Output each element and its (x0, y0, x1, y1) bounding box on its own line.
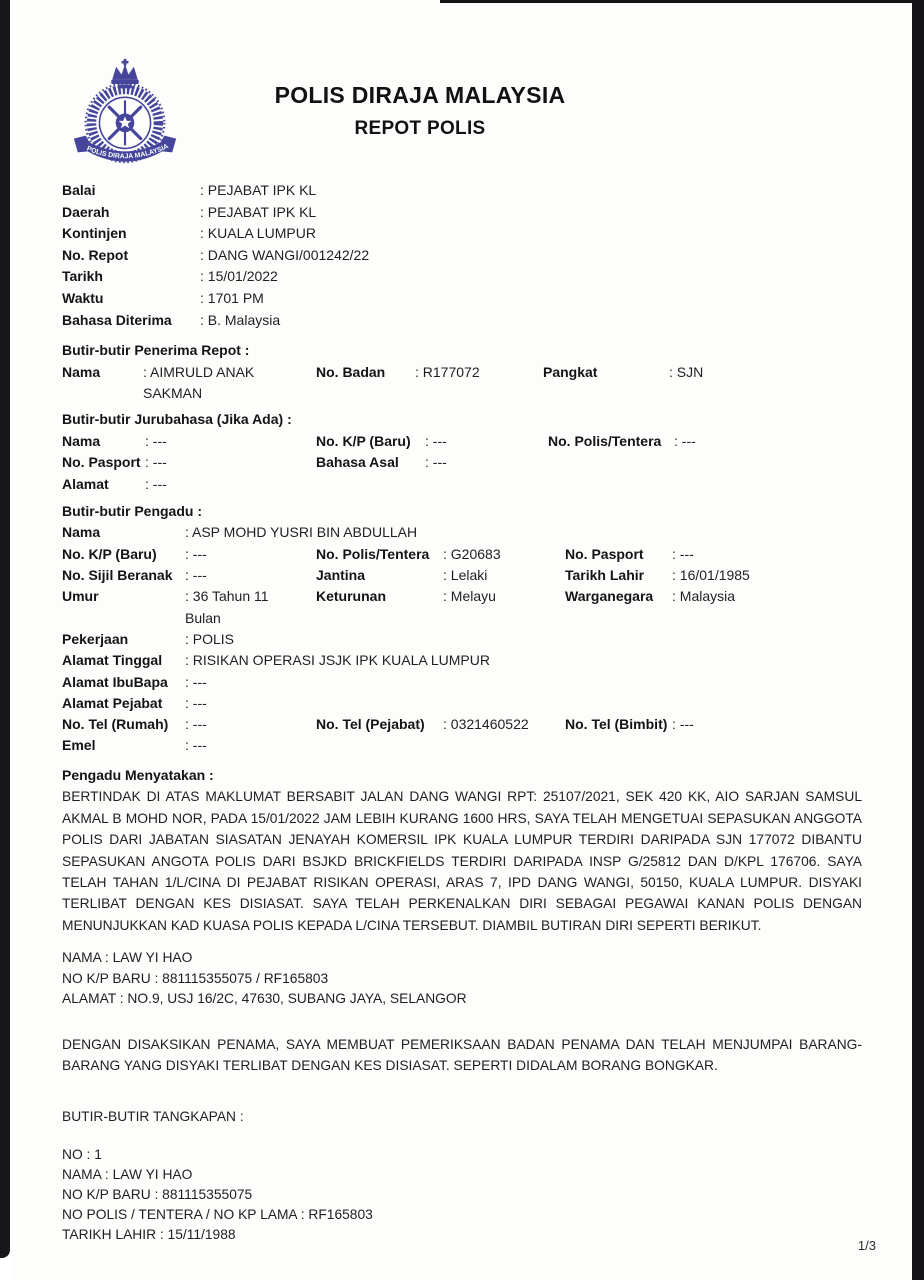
field-value: : --- (185, 673, 207, 690)
field-value: : --- (145, 454, 167, 471)
field-label: Daerah (62, 203, 110, 220)
field-label: Balai (62, 182, 96, 198)
scan-edge-right (912, 0, 924, 1280)
pengadu-row (62, 522, 862, 543)
pengadu-row (62, 650, 862, 671)
field-value: : POLIS (185, 630, 235, 647)
field-label: No. Tel (Bimbit) (565, 716, 668, 733)
field-value: : --- (425, 432, 447, 449)
field-label: Nama (62, 363, 101, 380)
field-label: Nama (62, 524, 101, 541)
field-label: Bahasa Asal (316, 454, 399, 471)
section-heading-penerima: Butir-butir Penerima Repot : (62, 342, 250, 359)
field-label: Bahasa Diterima (62, 311, 172, 328)
field-value: : RISIKAN OPERASI JSJK IPK KUALA LUMPUR (185, 652, 490, 669)
field-value: : 0321460522 (443, 716, 529, 733)
statement-line: ALAMAT : NO.9, USJ 16/2C, 47630, SUBANG JAYA, SELANGOR (62, 991, 467, 1007)
jurubahasa-row (62, 452, 862, 473)
field-value: : PEJABAT IPK KL (200, 182, 317, 198)
field-label: Kontinjen (62, 225, 127, 242)
section-heading-pengadu: Butir-butir Pengadu : (62, 502, 202, 519)
field-row-no-repot (62, 245, 862, 267)
statement-paragraph-1: BERTINDAK DI ATAS MAKLUMAT BERSABIT JALAN DANG WANGI RPT: 25107/2021, SEK 420 KK, AIO SARJAN SAMSUL AKMAL B MOHD NOR, PADA 15/01/2022 JAM LEBIH KURANG 1600 HRS, SAYA TELAH MENGETUAI SEPASUKAN ANGGOTA POLIS DARI JABATAN SIASATAN JENAYAH KOMERSIL IPK KUALA LUMPUR TERDIRI DARIPADA SJN 177072 DIBANTU SEPASUKAN ANGOTA POLIS DARI BSJKD BRICKFIELDS TERDIRI DARIPADA INSP G/25812 DAN D/KPL 176706. SAYA TELAH TAHAN 1/L/CINA DI PEJABAT RISIKAN OPERASI, ARAS 7, IPD DANG WANGI, 50150, KUALA LUMPUR. DISYAKI TERLIBAT DENGAN KES DISIASAT. SAYA TELAH PERKENALKAN DIRI SEBAGAI PEGAWAI KANAN POLIS DENGAN MENUNJUKKAN KAD KUASA POLIS KEPADA L/CINA TERSEBUT. DIAMBIL BUTIRAN DIRI SEPERTI BERIKUT. (62, 789, 862, 933)
pengadu-row (62, 714, 862, 735)
field-label: Emel (62, 737, 96, 754)
field-label: No. Polis/Tentera (548, 432, 662, 449)
field-value: : --- (185, 716, 207, 733)
crest-banner-text: POLIS DIRAJA MALAYSIA (85, 143, 170, 161)
field-label: Alamat Pejabat (62, 694, 163, 711)
field-value: : 16/01/1985 (672, 567, 750, 584)
field-value: : KUALA LUMPUR (200, 225, 316, 242)
field-value: : --- (185, 737, 207, 754)
field-value: : --- (672, 716, 694, 733)
pengadu-row (62, 586, 862, 629)
field-label: No. Sijil Beranak (62, 567, 173, 584)
field-label: Alamat IbuBapa (62, 673, 168, 690)
field-value: : ASP MOHD YUSRI BIN ABDULLAH (185, 524, 418, 541)
field-row-tarikh (62, 266, 862, 288)
tangkapan-heading: BUTIR-BUTIR TANGKAPAN : (62, 1108, 244, 1124)
page-title: POLIS DIRAJA MALAYSIA (274, 82, 566, 108)
field-row-waktu (62, 288, 862, 310)
field-value: : AIMRULD ANAK SAKMAN (143, 363, 255, 402)
tangkapan-details (62, 1145, 862, 1245)
pengadu-row (62, 672, 862, 693)
field-row-balai (62, 180, 862, 202)
field-row-daerah (62, 202, 862, 224)
field-label: No. Tel (Pejabat) (316, 716, 425, 733)
statement-line: TARIKH LAHIR : 15/11/1988 (62, 1226, 236, 1242)
statement-paragraph-2: DENGAN DISAKSIKAN PENAMA, SAYA MEMBUAT PEMERIKSAAN BADAN PENAMA DAN TELAH MENJUMPAI BARANG-BARANG YANG DISYAKI TERLIBAT DENGAN KES DISIASAT. SEPERTI DIDALAM BORANG BONGKAR. (62, 1036, 862, 1074)
field-value: : B. Malaysia (200, 311, 281, 328)
field-label: Alamat (62, 475, 109, 492)
field-label: Keturunan (316, 588, 386, 605)
field-value: : --- (425, 454, 447, 471)
pengadu-row (62, 735, 862, 756)
statement-line: NO : 1 (62, 1146, 102, 1162)
field-label: No. Pasport (62, 454, 141, 471)
field-value: : SJN (669, 363, 704, 380)
field-label: Warganegara (565, 588, 654, 605)
field-value: : Melayu (443, 588, 496, 605)
pengadu-row (62, 544, 862, 565)
field-value: : DANG WANGI/001242/22 (200, 246, 370, 263)
statement-line: NAMA : LAW YI HAO (62, 950, 193, 966)
pengadu-row (62, 565, 862, 586)
field-value: : --- (185, 545, 207, 562)
section-heading-jurubahasa: Butir-butir Jurubahasa (Jika Ada) : (62, 411, 292, 428)
field-label: Alamat Tinggal (62, 652, 163, 669)
field-value: : --- (674, 432, 696, 449)
field-row-kontinjen (62, 223, 862, 245)
field-value: : 36 Tahun 11 Bulan (185, 588, 269, 626)
field-value: : G20683 (443, 545, 501, 562)
pengadu-row (62, 629, 862, 650)
statement-line: NO K/P BARU : 881115355075 / RF165803 (62, 970, 329, 986)
statement-line: NO K/P BARU : 881115355075 (62, 1186, 253, 1202)
statement-line: NO POLIS / TENTERA / NO KP LAMA : RF165803 (62, 1206, 373, 1222)
scan-edge-left (0, 0, 10, 1258)
field-label: No. Repot (62, 246, 129, 263)
field-value: : 15/01/2022 (200, 268, 278, 285)
statement-line: NAMA : LAW YI HAO (62, 1166, 193, 1182)
penerima-row (62, 362, 862, 405)
field-label: No. K/P (Baru) (62, 545, 157, 562)
field-value: : R177072 (415, 363, 480, 380)
suspect-identity-lines (62, 948, 862, 1010)
field-row-bahasa (62, 310, 862, 332)
field-label: Umur (62, 588, 99, 605)
field-value: : Lelaki (443, 567, 488, 584)
field-label: Jantina (316, 567, 366, 584)
field-label: Tarikh (62, 268, 103, 285)
field-label: Waktu (62, 289, 104, 306)
field-label: No. Polis/Tentera (316, 545, 430, 562)
field-value: : PEJABAT IPK KL (200, 203, 317, 220)
jurubahasa-row (62, 431, 862, 452)
field-value: : --- (185, 694, 207, 711)
field-value: : Malaysia (672, 588, 736, 605)
scan-edge-top (440, 0, 912, 3)
pengadu-row (62, 693, 862, 714)
field-value: : --- (672, 545, 694, 562)
report-info-fields (62, 180, 862, 331)
field-label: Nama (62, 432, 101, 449)
page-number: 1/3 (857, 1238, 876, 1253)
field-value: : 1701 PM (200, 289, 264, 306)
police-report-page (10, 0, 912, 1280)
field-value: : --- (145, 475, 167, 492)
section-heading-statement: Pengadu Menyatakan : (62, 766, 214, 783)
field-value: : --- (145, 432, 167, 449)
report-body (62, 0, 862, 1245)
field-label: Tarikh Lahir (565, 567, 645, 584)
jurubahasa-row (62, 474, 862, 495)
field-label: Pekerjaan (62, 630, 129, 647)
field-value: : --- (185, 567, 207, 584)
field-label: Pangkat (543, 363, 598, 380)
field-label: No. Pasport (565, 545, 644, 562)
page-subtitle: REPOT POLIS (354, 118, 486, 139)
field-label: No. Badan (316, 363, 386, 380)
field-label: No. Tel (Rumah) (62, 716, 169, 733)
field-label: No. K/P (Baru) (316, 432, 411, 449)
